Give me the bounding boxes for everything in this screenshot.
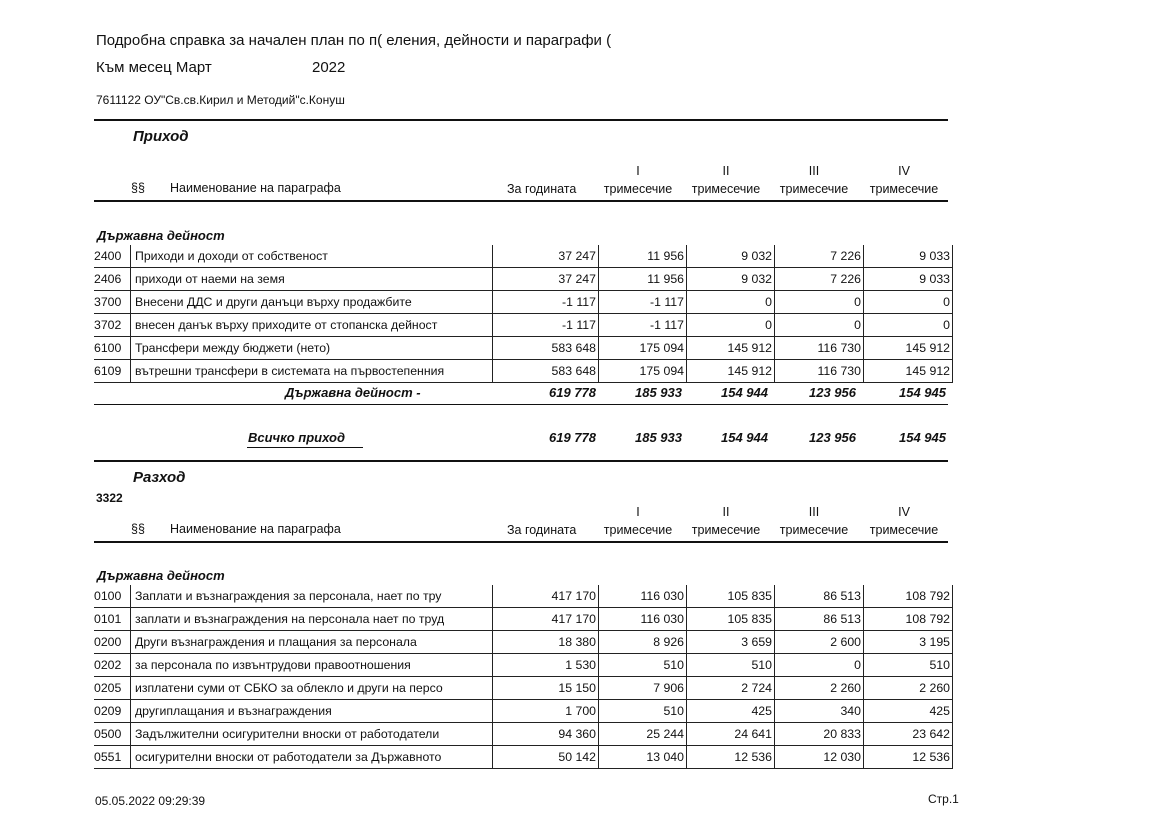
value-q2: 510 [687, 654, 775, 677]
value-q4: 425 [864, 700, 953, 723]
value-q3: 2 600 [775, 631, 864, 654]
value-q4: 9 033 [864, 268, 953, 291]
income-category-label: Държавна дейност [97, 228, 225, 243]
column-q2-word: тримесечие [691, 182, 761, 196]
paragraph-name: вътрешни трансфери в системата на първостепенния [131, 360, 493, 383]
value-q4: 108 792 [864, 585, 953, 608]
value-year: -1 117 [493, 314, 599, 337]
income-section-title: Приход [133, 128, 189, 145]
paragraph-name: Задължителни осигурителни вноски от работодатели [131, 723, 493, 746]
column-q3-word: тримесечие [779, 182, 849, 196]
total-q1: 185 933 [635, 430, 682, 445]
expense-activity-code: 3322 [96, 491, 123, 505]
paragraph-name: за персонала по извънтрудови правоотношения [131, 654, 493, 677]
table-row [94, 631, 953, 654]
total-q3: 123 956 [809, 430, 856, 445]
column-q3-word: тримесечие [779, 523, 849, 537]
value-q4: 12 536 [864, 746, 953, 769]
table-row [94, 723, 953, 746]
value-q1: 116 030 [599, 585, 687, 608]
value-q2: 9 032 [687, 268, 775, 291]
total-label-underline [247, 447, 363, 448]
column-name-header: Наименование на параграфа [170, 522, 341, 536]
table-row [94, 245, 953, 268]
column-q4-word: тримесечие [869, 523, 939, 537]
value-q2: 0 [687, 291, 775, 314]
paragraph-name: заплати и възнаграждения на персонала нает по труд [131, 608, 493, 631]
value-q3: 116 730 [775, 337, 864, 360]
subtotal-q4: 154 945 [899, 385, 946, 400]
value-q3: 0 [775, 314, 864, 337]
value-q2: 12 536 [687, 746, 775, 769]
value-q2: 105 835 [687, 608, 775, 631]
value-q4: 3 195 [864, 631, 953, 654]
value-q3: 0 [775, 291, 864, 314]
column-q2-word: тримесечие [691, 523, 761, 537]
paragraph-name: Други възнаграждения и плащания за персонала [131, 631, 493, 654]
column-q3-number: III [808, 505, 820, 519]
paragraph-code: 0202 [94, 654, 131, 677]
column-q4-word: тримесечие [869, 182, 939, 196]
paragraph-name: Приходи и доходи от собственост [131, 245, 493, 268]
value-q3: 116 730 [775, 360, 864, 383]
value-year: 15 150 [493, 677, 599, 700]
value-q4: 2 260 [864, 677, 953, 700]
value-q1: 11 956 [599, 268, 687, 291]
column-q1-word: тримесечие [603, 182, 673, 196]
print-timestamp: 05.05.2022 09:29:39 [95, 794, 206, 808]
value-q2: 2 724 [687, 677, 775, 700]
value-q2: 145 912 [687, 360, 775, 383]
value-year: 37 247 [493, 245, 599, 268]
value-q3: 340 [775, 700, 864, 723]
value-q4: 510 [864, 654, 953, 677]
table-row [94, 360, 953, 383]
value-year: 1 530 [493, 654, 599, 677]
paragraph-code: 2400 [94, 245, 131, 268]
section-rule [94, 119, 948, 121]
paragraph-code: 0100 [94, 585, 131, 608]
column-q2-number: II [722, 505, 730, 519]
organization-line: 7611122 ОУ"Св.св.Кирил и Методий"с.Конуш [96, 93, 345, 107]
column-q4-number: IV [898, 505, 910, 519]
value-q4: 0 [864, 314, 953, 337]
income-subtotal-row [94, 382, 948, 404]
paragraph-name: Трансфери между бюджети (нето) [131, 337, 493, 360]
paragraph-code: 0200 [94, 631, 131, 654]
header-rule [94, 200, 948, 202]
value-q4: 145 912 [864, 360, 953, 383]
table-row [94, 677, 953, 700]
subtotal-rule [94, 404, 948, 405]
value-q2: 425 [687, 700, 775, 723]
paragraph-code: 0205 [94, 677, 131, 700]
paragraph-code: 3700 [94, 291, 131, 314]
expense-table [94, 585, 953, 769]
value-year: 583 648 [493, 360, 599, 383]
value-q4: 108 792 [864, 608, 953, 631]
value-year: -1 117 [493, 291, 599, 314]
value-year: 50 142 [493, 746, 599, 769]
table-row [94, 314, 953, 337]
value-q1: -1 117 [599, 314, 687, 337]
total-label: Всичко приход [248, 430, 345, 445]
value-q1: 116 030 [599, 608, 687, 631]
column-year-header: За годината [507, 523, 577, 537]
paragraph-code: 6100 [94, 337, 131, 360]
value-q3: 7 226 [775, 268, 864, 291]
section-sign: §§ [131, 522, 145, 536]
paragraph-code: 0551 [94, 746, 131, 769]
column-q1-number: I [636, 505, 640, 519]
value-q1: 175 094 [599, 337, 687, 360]
value-q1: 25 244 [599, 723, 687, 746]
value-q3: 7 226 [775, 245, 864, 268]
value-q1: 175 094 [599, 360, 687, 383]
column-q2-number: II [722, 164, 730, 178]
subtotal-label: Държавна дейност - [285, 385, 421, 400]
table-row [94, 700, 953, 723]
subtotal-q3: 123 956 [809, 385, 856, 400]
table-row [94, 654, 953, 677]
document-title: Подробна справка за начален план по п( еления, дейности и параграфи ( [96, 32, 612, 49]
paragraph-name: осигурителни вноски от работодатели за Държавното [131, 746, 493, 769]
income-table [94, 245, 953, 383]
value-q1: 13 040 [599, 746, 687, 769]
value-q2: 105 835 [687, 585, 775, 608]
expense-section-title: Разход [133, 469, 186, 486]
column-q3-number: III [808, 164, 820, 178]
column-q1-number: I [636, 164, 640, 178]
column-q4-number: IV [898, 164, 910, 178]
column-name-header: Наименование на параграфа [170, 181, 341, 195]
value-q1: 8 926 [599, 631, 687, 654]
section-sign: §§ [131, 181, 145, 195]
paragraph-code: 0101 [94, 608, 131, 631]
value-q1: -1 117 [599, 291, 687, 314]
value-q2: 145 912 [687, 337, 775, 360]
year-label: 2022 [312, 59, 346, 76]
paragraph-name: приходи от наеми на земя [131, 268, 493, 291]
column-q1-word: тримесечие [603, 523, 673, 537]
paragraph-code: 3702 [94, 314, 131, 337]
table-row [94, 337, 953, 360]
header-rule [94, 541, 948, 543]
value-q3: 20 833 [775, 723, 864, 746]
value-year: 37 247 [493, 268, 599, 291]
paragraph-code: 0209 [94, 700, 131, 723]
page-number: Стр.1 [928, 792, 959, 806]
total-year: 619 778 [549, 430, 596, 445]
table-row [94, 608, 953, 631]
paragraph-name: Заплати и възнаграждения за персонала, нает по тру [131, 585, 493, 608]
paragraph-name: Внесени ДДС и други данъци върху продажбите [131, 291, 493, 314]
value-q1: 510 [599, 654, 687, 677]
value-q4: 23 642 [864, 723, 953, 746]
value-q3: 0 [775, 654, 864, 677]
paragraph-name: другиплащания и възнаграждения [131, 700, 493, 723]
value-year: 417 170 [493, 585, 599, 608]
value-q2: 9 032 [687, 245, 775, 268]
value-q4: 9 033 [864, 245, 953, 268]
value-q3: 86 513 [775, 608, 864, 631]
table-row [94, 291, 953, 314]
value-year: 94 360 [493, 723, 599, 746]
table-row [94, 585, 953, 608]
subtotal-q1: 185 933 [635, 385, 682, 400]
column-year-header: За годината [507, 182, 577, 196]
month-label: Към месец Март [96, 59, 212, 76]
value-q1: 510 [599, 700, 687, 723]
value-q3: 2 260 [775, 677, 864, 700]
paragraph-code: 0500 [94, 723, 131, 746]
table-row [94, 746, 953, 769]
value-year: 18 380 [493, 631, 599, 654]
total-q2: 154 944 [721, 430, 768, 445]
paragraph-code: 6109 [94, 360, 131, 383]
section-rule [94, 460, 948, 462]
total-q4: 154 945 [899, 430, 946, 445]
value-year: 417 170 [493, 608, 599, 631]
value-year: 1 700 [493, 700, 599, 723]
value-q2: 3 659 [687, 631, 775, 654]
value-q1: 11 956 [599, 245, 687, 268]
value-q3: 12 030 [775, 746, 864, 769]
value-q4: 0 [864, 291, 953, 314]
income-total-row [94, 427, 948, 449]
value-q2: 24 641 [687, 723, 775, 746]
paragraph-name: внесен данък върху приходите от стопанска дейност [131, 314, 493, 337]
paragraph-code: 2406 [94, 268, 131, 291]
value-q2: 0 [687, 314, 775, 337]
value-q3: 86 513 [775, 585, 864, 608]
paragraph-name: изплатени суми от СБКО за облекло и други на персо [131, 677, 493, 700]
value-q4: 145 912 [864, 337, 953, 360]
subtotal-q2: 154 944 [721, 385, 768, 400]
table-row [94, 268, 953, 291]
expense-category-label: Държавна дейност [97, 568, 225, 583]
value-q1: 7 906 [599, 677, 687, 700]
value-year: 583 648 [493, 337, 599, 360]
subtotal-year: 619 778 [549, 385, 596, 400]
